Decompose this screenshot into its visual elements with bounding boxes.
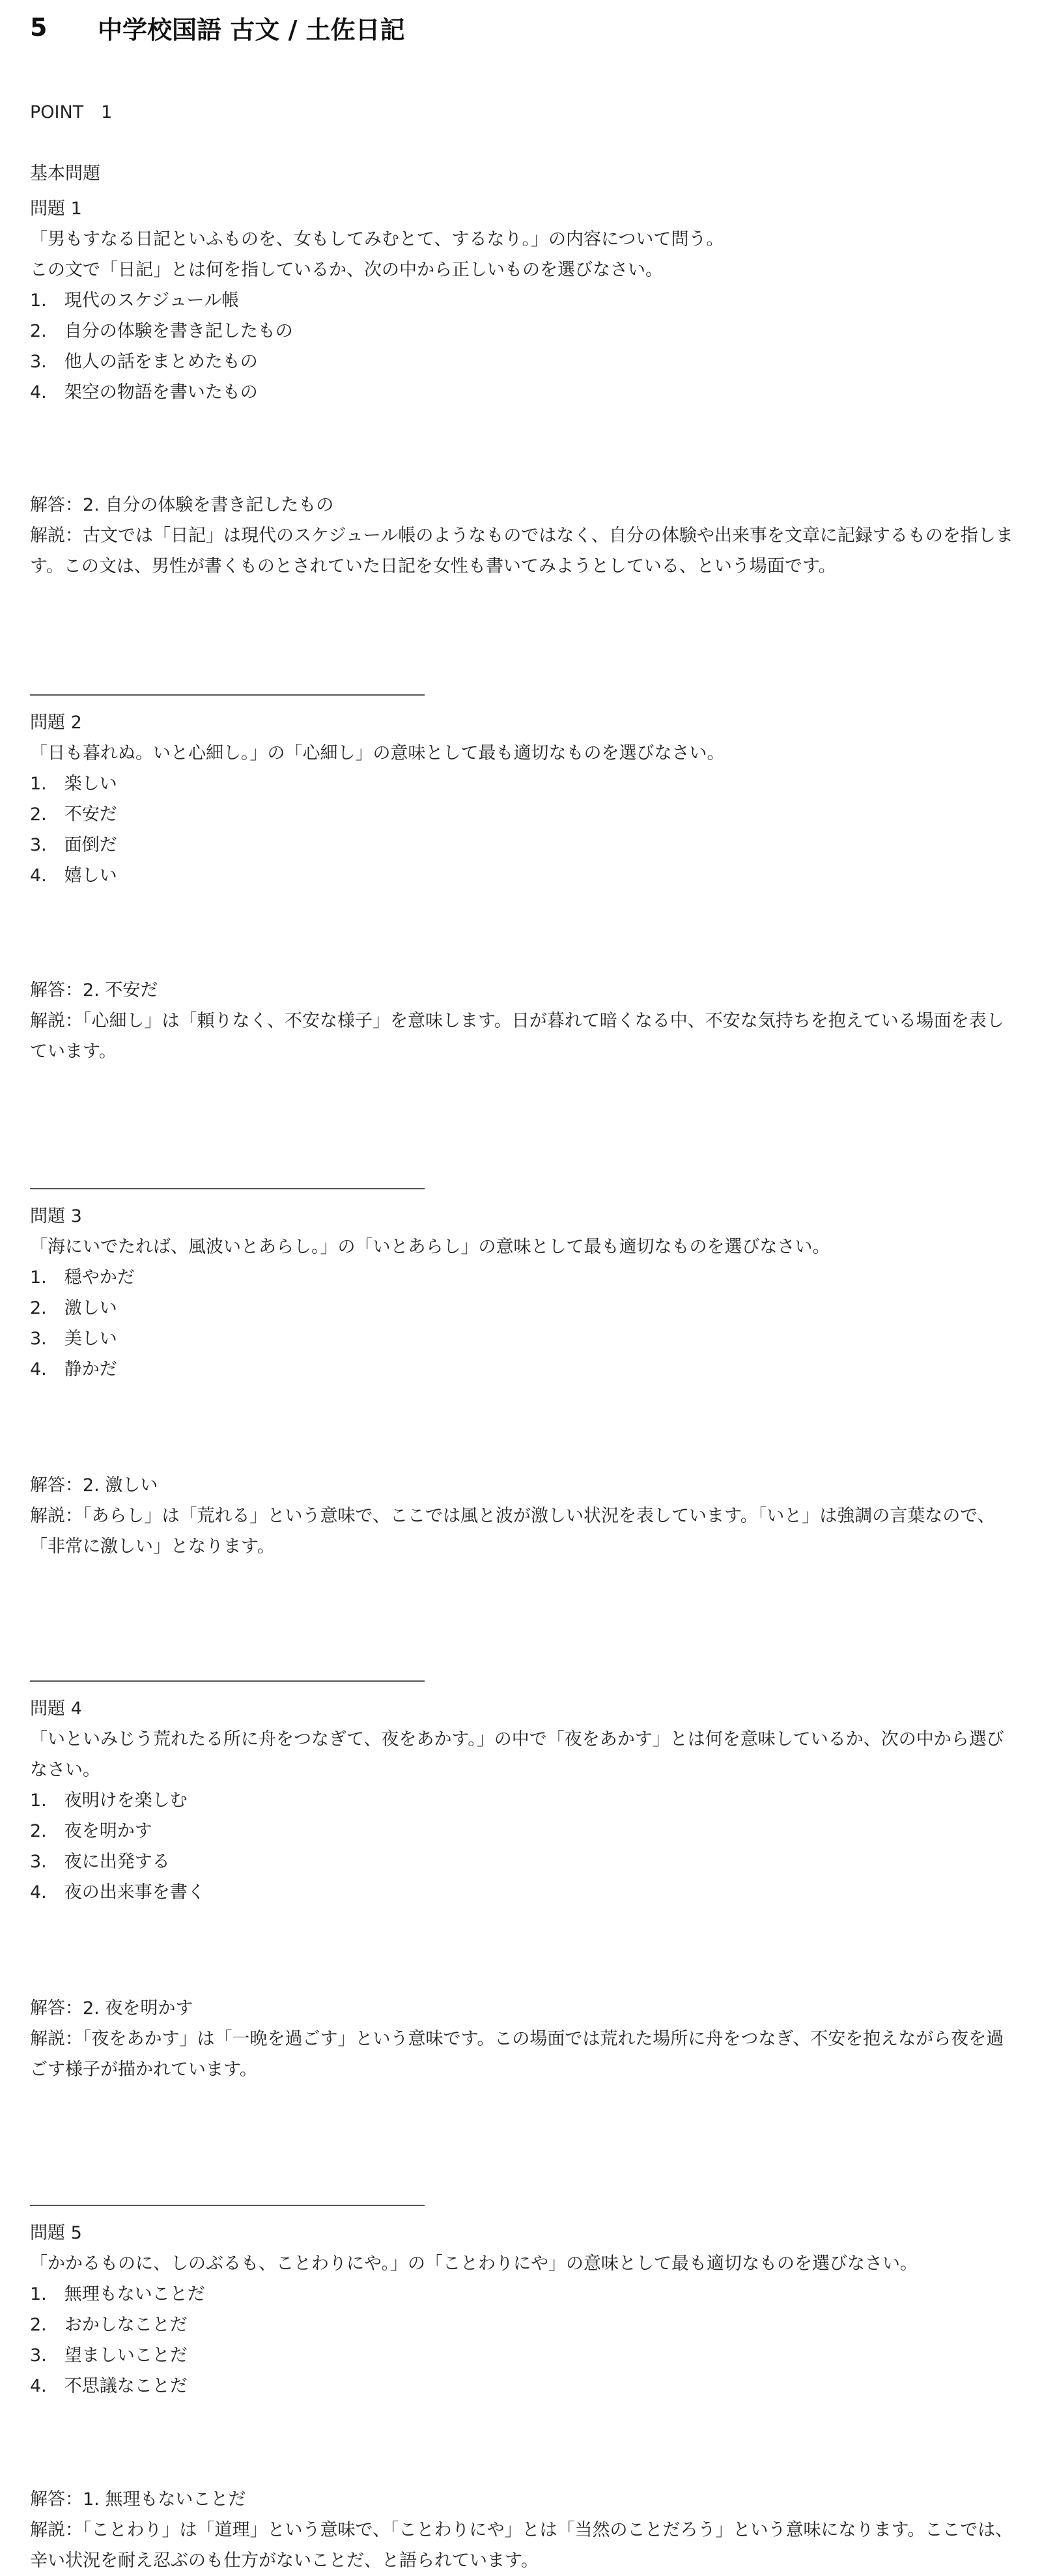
choice-1: 1. 無理もないことだ — [30, 2284, 205, 2304]
choice-1: 1. 穏やかだ — [30, 1267, 135, 1288]
choice-2: 2. 激しい — [30, 1298, 117, 1318]
answer: 解答：2. 夜を明かす — [30, 1998, 193, 2018]
choice-4: 4. 嬉しい — [30, 866, 117, 886]
choice-3: 3. 面倒だ — [30, 835, 117, 855]
question-label: 問題 1 — [30, 199, 82, 219]
chapter-title: 中学校国語 古文 / 土佐日記 — [98, 15, 405, 44]
explanation: 解説：「あらし」は「荒れる」という意味で、ここでは風と波が激しい状況を表しています。「いと」は強調の言葉なので、「非常に激しい」となります。 — [30, 1506, 995, 1557]
question-text: 「海にいでたれば、風波いとあらし。」の「いとあらし」の意味として最も適切なものを選びなさい。 — [30, 1237, 830, 1257]
chapter-number: 5 — [30, 13, 48, 42]
choice-4: 4. 夜の出来事を書く — [30, 1882, 205, 1903]
choice-4: 4. 静かだ — [30, 1359, 117, 1380]
question-text: 「かかるものに、しのぶるも、ことわりにや。」の「ことわりにや」の意味として最も適切なものを選びなさい。 — [30, 2254, 918, 2274]
answer: 解答：2. 自分の体験を書き記したもの — [30, 495, 334, 515]
answer: 解答：2. 不安だ — [30, 980, 158, 1000]
divider — [30, 1680, 425, 1682]
choice-3: 3. 美しい — [30, 1329, 117, 1349]
answer: 解答：2. 激しい — [30, 1475, 158, 1495]
question-text: 「いといみじう荒れたる所に舟をつなぎて、夜をあかす。」の中で「夜をあかす」とは何を意味しているか、次の中から選びなさい。 — [30, 1729, 1004, 1780]
question-label: 問題 5 — [30, 2223, 82, 2243]
question-text-2: この文で「日記」とは何を指しているか、次の中から正しいものを選びなさい。 — [30, 260, 663, 280]
choice-3: 3. 他人の話をまとめたもの — [30, 352, 258, 372]
choice-3: 3. 望ましいことだ — [30, 2345, 188, 2366]
divider — [30, 2205, 425, 2206]
choice-2: 2. 不安だ — [30, 804, 117, 825]
point-label: POINT 1 — [30, 102, 113, 122]
divider — [30, 1188, 425, 1189]
explanation: 解説：「ことわり」は「道理」という意味で、「ことわりにや」とは「当然のことだろう」という意味になります。ここでは、辛い状況を耐え忍ぶのも仕方がないことだ、と語られています。 — [30, 2520, 1013, 2571]
divider — [30, 694, 425, 696]
choice-2: 2. 自分の体験を書き記したもの — [30, 321, 293, 341]
section-heading: 基本問題 — [30, 163, 100, 184]
explanation: 解説：古文では「日記」は現代のスケジュール帳のようなものではなく、自分の体験や出来事を文章に記録するものを指します。この文は、男性が書くものとされていた日記を女性も書いてみようとしている、という場面です。 — [30, 526, 1013, 576]
choice-1: 1. 楽しい — [30, 774, 117, 794]
choice-4: 4. 不思議なことだ — [30, 2376, 188, 2396]
choice-1: 1. 現代のスケジュール帳 — [30, 290, 240, 311]
choice-1: 1. 夜明けを楽しむ — [30, 1790, 188, 1811]
question-label: 問題 3 — [30, 1206, 82, 1226]
question-text: 「男もすなる日記といふものを、女もしてみむとて、するなり。」の内容について問う。 — [30, 229, 724, 249]
choice-2: 2. おかしなことだ — [30, 2315, 188, 2335]
explanation: 解説：「心細し」は「頼りなく、不安な様子」を意味します。日が暮れて暗くなる中、不安な気持ちを抱えている場面を表しています。 — [30, 1011, 1004, 1062]
question-text: 「日も暮れぬ。いと心細し。」の「心細し」の意味として最も適切なものを選びなさい。 — [30, 743, 725, 763]
choice-4: 4. 架空の物語を書いたもの — [30, 382, 258, 403]
choice-3: 3. 夜に出発する — [30, 1852, 170, 1872]
answer: 解答：1. 無理もないことだ — [30, 2489, 246, 2510]
question-label: 問題 4 — [30, 1699, 82, 1719]
explanation: 解説：「夜をあかす」は「一晩を過ごす」という意味です。この場面では荒れた場所に舟をつなぎ、不安を抱えながら夜を過ごす様子が描かれています。 — [30, 2029, 1004, 2080]
choice-2: 2. 夜を明かす — [30, 1821, 152, 1841]
question-label: 問題 2 — [30, 713, 82, 733]
document-title — [30, 9, 405, 46]
